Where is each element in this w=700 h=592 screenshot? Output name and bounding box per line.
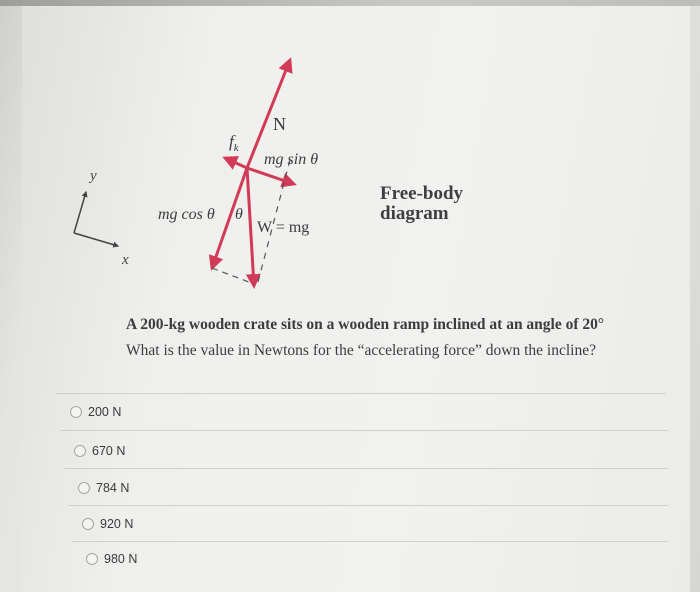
mg-sin-label: mg sin θ [264,151,319,168]
divider [56,393,666,394]
divider [72,541,668,542]
y-axis-label: y [90,168,97,184]
question-line-2: What is the value in Newtons for the “accelerating force” down the incline? [126,342,596,359]
mg-sin-force-arrow [247,168,294,184]
option-200n[interactable] [70,401,121,423]
option-label: 784 N [96,481,130,495]
divider [68,505,668,506]
diagram-labels [158,114,318,236]
option-670n[interactable] [74,440,125,462]
x-axis-label: x [122,252,129,268]
theta-label: θ [235,206,243,223]
radio-button[interactable] [78,482,90,494]
option-label: 980 N [104,552,138,566]
radio-button[interactable] [86,553,98,565]
friction-force-arrow [225,158,247,168]
axes-group [74,168,129,268]
question-line-1: A 200-kg wooden crate sits on a wooden ramp inclined at an angle of 20° [126,316,605,333]
friction-label: $f_k$ [229,132,239,154]
weight-force-arrow [247,168,254,286]
weight-label: W = mg [257,219,310,236]
option-label: 920 N [100,517,134,531]
radio-button[interactable] [82,518,94,530]
force-vectors [212,60,294,286]
option-label: 200 N [88,405,122,419]
answer-options [0,390,700,592]
normal-force-label: N [273,114,286,134]
radio-button[interactable] [74,445,86,457]
divider [64,468,668,469]
option-784n[interactable] [78,477,129,499]
option-label: 670 N [92,444,126,458]
dashed-guide-bottom [212,268,254,284]
y-axis-line [74,192,86,233]
option-980n[interactable] [86,548,137,570]
x-axis-line [74,233,118,246]
option-920n[interactable] [82,513,133,535]
divider [60,430,668,431]
question-text [126,312,666,364]
mg-cos-label: mg cos θ [158,206,215,223]
radio-button[interactable] [70,406,82,418]
diagram-caption: Free-body diagram [380,183,464,224]
